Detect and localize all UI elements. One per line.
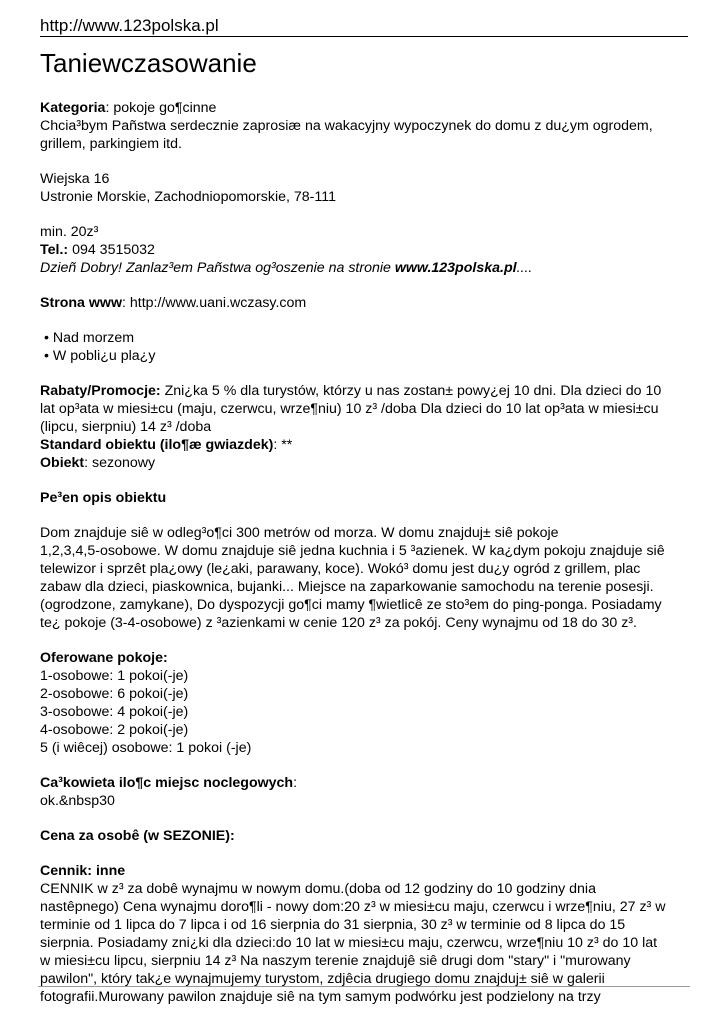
opis-line: Dom znajduje siê w odleg³o¶ci 300 metrów od morza. W domu znajduj± siê pokoje	[40, 525, 559, 541]
miejsca-colon: :	[293, 775, 298, 791]
page-title: Taniewczasowanie	[40, 48, 257, 78]
kategoria-label: Kategoria	[40, 100, 106, 116]
listing-content	[40, 99, 690, 1006]
opis-line: telewizor i sprzêt pla¿owy (le¿aki, parawany, koce). Wokó³ domu jest du¿y ogród z grillem, plac	[40, 561, 641, 577]
strona-value[interactable]: : http://www.uani.wczasy.com	[121, 295, 307, 311]
rabaty-line: (lipcu, sierpniu) 14 z³ /doba	[40, 419, 212, 435]
rabaty-label: Rabaty/Promocje:	[40, 383, 161, 399]
greeting-tail: ....	[516, 260, 533, 276]
intro-line: grillem, parkingiem itd.	[40, 136, 182, 152]
greeting-line	[40, 259, 690, 277]
opis-heading: Pe³en opis obiektu	[40, 490, 167, 506]
cennik-line: sierpnia. Posiadamy zni¿ki dla dzieci:do 10 lat w miesi±cu maju, czerwcu, wrze¶niu 10 z³ do 10 lat	[40, 935, 658, 951]
opis-line: te¿ pokoje (3-4-osobowe) z ³azienkami w cenie 120 z³ za pokój. Ceny wynajmu od 18 do 30 z³.	[40, 615, 637, 631]
greeting-site: www.123polska.pl	[394, 260, 517, 276]
feature-item: • W pobli¿u pla¿y	[44, 348, 156, 364]
cennik-line: pawilon", który tak¿e wynajmujemy turystom, zdjêcia drugiego domu znajduj± siê w galerii	[40, 971, 605, 987]
pokoje-item: 4-osobowe: 2 pokoi(-je)	[40, 722, 189, 738]
cennik-line: fotografii.Murowany pawilon znajduje siê na tym samym podwórku jest podzielony na trzy	[40, 989, 601, 1005]
tel-label: Tel.:	[40, 242, 69, 258]
strona-label: Strona www	[40, 295, 122, 311]
pokoje-item: 5 (i wiêcej) osobowe: 1 pokoi (-je)	[40, 740, 252, 756]
tel-value: 094 3515032	[68, 242, 155, 258]
footer-divider	[38, 986, 690, 987]
strona-line	[40, 294, 690, 312]
cennik-line: nastêpnego) Cena wynajmu doro¶li - nowy dom:20 z³ w miesi±cu maju, czerwcu i wrze¶niu, 27 z³ w	[40, 899, 666, 915]
address-city: Ustronie Morskie, Zachodniopomorskie, 78-111	[40, 189, 336, 205]
rabaty-line: lat op³ata w miesi±cu (maju, czerwcu, wrze¶niu) 10 z³ /doba Dla dzieci do 10 lat op³ata w miesi±cu	[40, 401, 659, 417]
obiekt-value: : sezonowy	[84, 455, 156, 471]
cennik-line: CENNIK w z³ za dobê wynajmu w nowym domu.(doba od 12 godziny do 10 godziny dnia	[40, 881, 596, 897]
intro-line: Chcia³bym Pañstwa serdecznie zaprosiæ na wakacyjny wypoczynek do domu z du¿ym ogrodem,	[40, 118, 653, 134]
miejsca-label: Ca³kowieta ilo¶c miejsc noclegowych	[40, 775, 294, 791]
standard-value: : **	[273, 437, 293, 453]
kategoria-line	[40, 99, 690, 117]
opis-line: (ogrodzone, zamykane), Do dyspozycji go¶ci mamy ¶wietlicê ze sto³em do ping-ponga. Posiadamy	[40, 597, 662, 613]
standard-label: Standard obiektu (ilo¶æ gwiazdek)	[40, 437, 274, 453]
pokoje-heading: Oferowane pokoje:	[40, 650, 168, 666]
obiekt-label: Obiekt	[40, 455, 85, 471]
cennik-line: w miesi±cu lipcu, sierpniu 14 z³ Na naszym terenie znajdujê siê drugi dom "stary" i "murowany	[40, 953, 631, 969]
pokoje-item: 1-osobowe: 1 pokoi(-je)	[40, 668, 189, 684]
obiekt-line	[40, 454, 690, 472]
address-street: Wiejska 16	[40, 171, 110, 187]
miejsca-value: ok.&nbsp30	[40, 793, 115, 809]
cena-heading: Cena za osobê (w SEZONIE):	[40, 828, 235, 844]
kategoria-value: : pokoje go¶cinne	[105, 100, 217, 116]
miejsca-line	[40, 774, 690, 792]
pokoje-item: 3-osobowe: 4 pokoi(-je)	[40, 704, 189, 720]
standard-line	[40, 436, 690, 454]
greeting-text: Dzieñ Dobry! Zanlaz³em Pañstwa og³oszenie na stronie	[40, 260, 395, 276]
rabaty-text: Zni¿ka 5 % dla turystów, którzy u nas zostan± powy¿ej 10 dni. Dla dzieci do 10	[160, 383, 662, 399]
price-min: min. 20z³	[40, 224, 99, 240]
feature-item: • Nad morzem	[44, 330, 135, 346]
rabaty-line	[40, 382, 690, 400]
cennik-heading: Cennik: inne	[40, 863, 126, 879]
header-url[interactable]: http://www.123polska.pl	[40, 16, 688, 37]
cennik-line: terminie od 1 lipca do 7 lipca i od 16 sierpnia do 31 sierpnia, 30 z³ w terminie od 8 lipca do 15	[40, 917, 626, 933]
tel-line	[40, 241, 690, 259]
opis-line: 1,2,3,4,5-osobowe. W domu znajduje siê jedna kuchnia i 5 ³azienek. W ka¿dym pokoju znajduje siê	[40, 543, 665, 559]
pokoje-item: 2-osobowe: 6 pokoi(-je)	[40, 686, 189, 702]
opis-line: zabaw dla dzieci, piaskownica, bujanki... Miejsce na zaparkowanie samochodu na terenie posesji.	[40, 579, 654, 595]
